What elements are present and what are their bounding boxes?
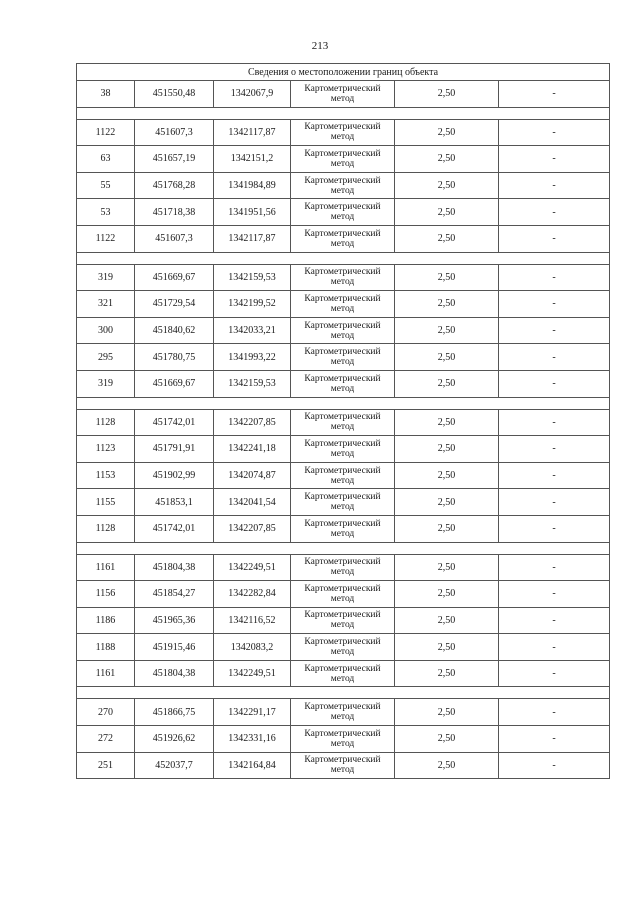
table-row [77,317,610,344]
method-line-1: Картометрический [304,412,381,423]
x-coordinate-cell: 451742,01 [135,515,214,542]
y-coordinate-cell: 1342151,2 [214,146,291,173]
x-coordinate-cell: 451926,62 [135,726,214,753]
accuracy-cell: 2,50 [395,515,499,542]
table-row [77,370,610,397]
method-line-2: метод [330,502,355,513]
method-line-2: метод [330,330,355,341]
method-cell [291,607,395,634]
method-line-1: Картометрический [304,518,381,529]
table-row [77,199,610,226]
table-row [77,515,610,542]
x-coordinate-cell: 451915,46 [135,634,214,661]
note-cell: - [499,264,610,291]
y-coordinate-cell: 1342241,18 [214,436,291,463]
x-coordinate-cell: 451607,3 [135,225,214,252]
method-line-1: Картометрический [304,320,381,331]
note-cell: - [499,699,610,726]
y-coordinate-cell: 1342083,2 [214,634,291,661]
method-line-1: Картометрический [304,347,381,358]
method-cell [291,634,395,661]
x-coordinate-cell: 451804,38 [135,660,214,687]
x-coordinate-cell: 451804,38 [135,554,214,581]
x-coordinate-cell: 451669,67 [135,264,214,291]
method-cell [291,119,395,146]
method-line-2: метод [330,647,355,658]
method-line-1: Картометрический [304,122,381,133]
note-cell: - [499,607,610,634]
method-cell [291,554,395,581]
point-number-cell: 1186 [77,607,135,634]
note-cell: - [499,81,610,108]
method-line-2: метод [330,528,355,539]
method-line-1: Картометрический [304,610,381,621]
accuracy-cell: 2,50 [395,291,499,318]
group-separator-row [77,687,610,699]
point-number-cell: 321 [77,291,135,318]
method-cell [291,317,395,344]
method-line-2: метод [330,132,355,143]
method-line-2: метод [330,620,355,631]
method-line-2: метод [330,765,355,776]
x-coordinate-cell: 452037,7 [135,752,214,779]
point-number-cell: 1156 [77,581,135,608]
point-number-cell: 63 [77,146,135,173]
point-number-cell: 272 [77,726,135,753]
y-coordinate-cell: 1342067,9 [214,81,291,108]
separator-cell [77,252,610,264]
y-coordinate-cell: 1341984,89 [214,172,291,199]
table-row [77,172,610,199]
point-number-cell: 38 [77,81,135,108]
table-row [77,489,610,516]
table-row [77,409,610,436]
point-number-cell: 1161 [77,660,135,687]
accuracy-cell: 2,50 [395,752,499,779]
method-line-1: Картометрический [304,228,381,239]
point-number-cell: 55 [77,172,135,199]
y-coordinate-cell: 1342164,84 [214,752,291,779]
method-line-1: Картометрический [304,438,381,449]
note-cell: - [499,489,610,516]
x-coordinate-cell: 451550,48 [135,81,214,108]
x-coordinate-cell: 451965,36 [135,607,214,634]
table-row [77,581,610,608]
note-cell: - [499,344,610,371]
method-cell [291,436,395,463]
y-coordinate-cell: 1342331,16 [214,726,291,753]
method-line-2: метод [330,712,355,723]
note-cell: - [499,291,610,318]
note-cell: - [499,409,610,436]
table-row [77,462,610,489]
note-cell: - [499,462,610,489]
method-line-2: метод [330,357,355,368]
y-coordinate-cell: 1342291,17 [214,699,291,726]
point-number-cell: 1155 [77,489,135,516]
table-row [77,726,610,753]
accuracy-cell: 2,50 [395,172,499,199]
method-line-1: Картометрический [304,148,381,159]
accuracy-cell: 2,50 [395,81,499,108]
y-coordinate-cell: 1342041,54 [214,489,291,516]
accuracy-cell: 2,50 [395,344,499,371]
point-number-cell: 319 [77,370,135,397]
note-cell: - [499,726,610,753]
table-row [77,634,610,661]
method-cell [291,515,395,542]
point-number-cell: 251 [77,752,135,779]
method-line-2: метод [330,303,355,314]
y-coordinate-cell: 1342159,53 [214,370,291,397]
y-coordinate-cell: 1342074,87 [214,462,291,489]
x-coordinate-cell: 451669,67 [135,370,214,397]
y-coordinate-cell: 1341951,56 [214,199,291,226]
method-line-1: Картометрический [304,557,381,568]
point-number-cell: 319 [77,264,135,291]
method-line-2: метод [330,277,355,288]
x-coordinate-cell: 451607,3 [135,119,214,146]
page-number: 213 [311,40,329,52]
method-cell [291,462,395,489]
point-number-cell: 1188 [77,634,135,661]
y-coordinate-cell: 1342116,52 [214,607,291,634]
x-coordinate-cell: 451718,38 [135,199,214,226]
method-line-2: метод [330,475,355,486]
note-cell: - [499,172,610,199]
point-number-cell: 1128 [77,409,135,436]
method-line-2: метод [330,212,355,223]
method-line-1: Картометрический [304,373,381,384]
separator-cell [77,542,610,554]
note-cell: - [499,119,610,146]
x-coordinate-cell: 451729,54 [135,291,214,318]
method-cell [291,752,395,779]
note-cell: - [499,199,610,226]
method-cell [291,581,395,608]
x-coordinate-cell: 451657,19 [135,146,214,173]
separator-cell [77,687,610,699]
accuracy-cell: 2,50 [395,317,499,344]
method-cell [291,726,395,753]
point-number-cell: 1153 [77,462,135,489]
method-cell [291,172,395,199]
note-cell: - [499,317,610,344]
y-coordinate-cell: 1342249,51 [214,660,291,687]
accuracy-cell: 2,50 [395,199,499,226]
accuracy-cell: 2,50 [395,436,499,463]
table-row [77,607,610,634]
method-line-2: метод [330,567,355,578]
method-cell [291,81,395,108]
accuracy-cell: 2,50 [395,607,499,634]
y-coordinate-cell: 1341993,22 [214,344,291,371]
group-separator-row [77,107,610,119]
x-coordinate-cell: 451780,75 [135,344,214,371]
method-line-1: Картометрический [304,702,381,713]
method-cell [291,146,395,173]
y-coordinate-cell: 1342117,87 [214,119,291,146]
method-line-1: Картометрический [304,83,381,94]
method-cell [291,344,395,371]
method-line-1: Картометрический [304,465,381,476]
accuracy-cell: 2,50 [395,409,499,436]
y-coordinate-cell: 1342117,87 [214,225,291,252]
table-row [77,146,610,173]
x-coordinate-cell: 451791,91 [135,436,214,463]
accuracy-cell: 2,50 [395,462,499,489]
method-line-1: Картометрический [304,583,381,594]
table-row [77,752,610,779]
x-coordinate-cell: 451742,01 [135,409,214,436]
accuracy-cell: 2,50 [395,699,499,726]
method-line-2: метод [330,422,355,433]
point-number-cell: 1161 [77,554,135,581]
accuracy-cell: 2,50 [395,554,499,581]
table-row [77,291,610,318]
y-coordinate-cell: 1342207,85 [214,515,291,542]
accuracy-cell: 2,50 [395,726,499,753]
note-cell: - [499,515,610,542]
note-cell: - [499,581,610,608]
table-row [77,699,610,726]
method-line-2: метод [330,383,355,394]
table-row [77,660,610,687]
accuracy-cell: 2,50 [395,119,499,146]
table-header-row [77,64,610,81]
method-line-2: метод [330,238,355,249]
method-line-1: Картометрический [304,663,381,674]
method-cell [291,409,395,436]
x-coordinate-cell: 451854,27 [135,581,214,608]
method-cell [291,699,395,726]
method-cell [291,199,395,226]
point-number-cell: 1122 [77,119,135,146]
table-row [77,225,610,252]
note-cell: - [499,370,610,397]
accuracy-cell: 2,50 [395,225,499,252]
y-coordinate-cell: 1342282,84 [214,581,291,608]
note-cell: - [499,146,610,173]
point-number-cell: 300 [77,317,135,344]
separator-cell [77,397,610,409]
method-line-1: Картометрический [304,175,381,186]
separator-cell [77,107,610,119]
method-line-1: Картометрический [304,637,381,648]
method-cell [291,291,395,318]
y-coordinate-cell: 1342159,53 [214,264,291,291]
note-cell: - [499,752,610,779]
table-row [77,81,610,108]
table-row [77,264,610,291]
method-line-1: Картометрический [304,728,381,739]
x-coordinate-cell: 451866,75 [135,699,214,726]
accuracy-cell: 2,50 [395,581,499,608]
point-number-cell: 1122 [77,225,135,252]
method-line-2: метод [330,93,355,104]
method-line-2: метод [330,593,355,604]
note-cell: - [499,436,610,463]
table-row [77,119,610,146]
x-coordinate-cell: 451853,1 [135,489,214,516]
method-line-1: Картометрический [304,492,381,503]
x-coordinate-cell: 451902,99 [135,462,214,489]
y-coordinate-cell: 1342207,85 [214,409,291,436]
method-line-1: Картометрический [304,267,381,278]
method-line-1: Картометрический [304,755,381,766]
point-number-cell: 270 [77,699,135,726]
accuracy-cell: 2,50 [395,264,499,291]
group-separator-row [77,542,610,554]
method-line-2: метод [330,185,355,196]
table-row [77,554,610,581]
x-coordinate-cell: 451768,28 [135,172,214,199]
accuracy-cell: 2,50 [395,370,499,397]
table-body [77,64,610,779]
y-coordinate-cell: 1342249,51 [214,554,291,581]
group-separator-row [77,252,610,264]
method-cell [291,489,395,516]
table-row [77,436,610,463]
y-coordinate-cell: 1342199,52 [214,291,291,318]
method-line-2: метод [330,448,355,459]
note-cell: - [499,634,610,661]
table-title: Сведения о местоположении границ объекта [77,64,610,81]
point-number-cell: 1128 [77,515,135,542]
note-cell: - [499,554,610,581]
note-cell: - [499,225,610,252]
x-coordinate-cell: 451840,62 [135,317,214,344]
method-line-1: Картометрический [304,293,381,304]
point-number-cell: 295 [77,344,135,371]
method-cell [291,225,395,252]
method-line-2: метод [330,738,355,749]
accuracy-cell: 2,50 [395,146,499,173]
boundary-coordinates-table [76,63,610,779]
note-cell: - [499,660,610,687]
method-line-1: Картометрический [304,202,381,213]
method-cell [291,370,395,397]
method-line-2: метод [330,673,355,684]
y-coordinate-cell: 1342033,21 [214,317,291,344]
accuracy-cell: 2,50 [395,634,499,661]
accuracy-cell: 2,50 [395,660,499,687]
point-number-cell: 53 [77,199,135,226]
point-number-cell: 1123 [77,436,135,463]
table-row [77,344,610,371]
method-cell [291,264,395,291]
method-line-2: метод [330,158,355,169]
method-cell [291,660,395,687]
accuracy-cell: 2,50 [395,489,499,516]
group-separator-row [77,397,610,409]
